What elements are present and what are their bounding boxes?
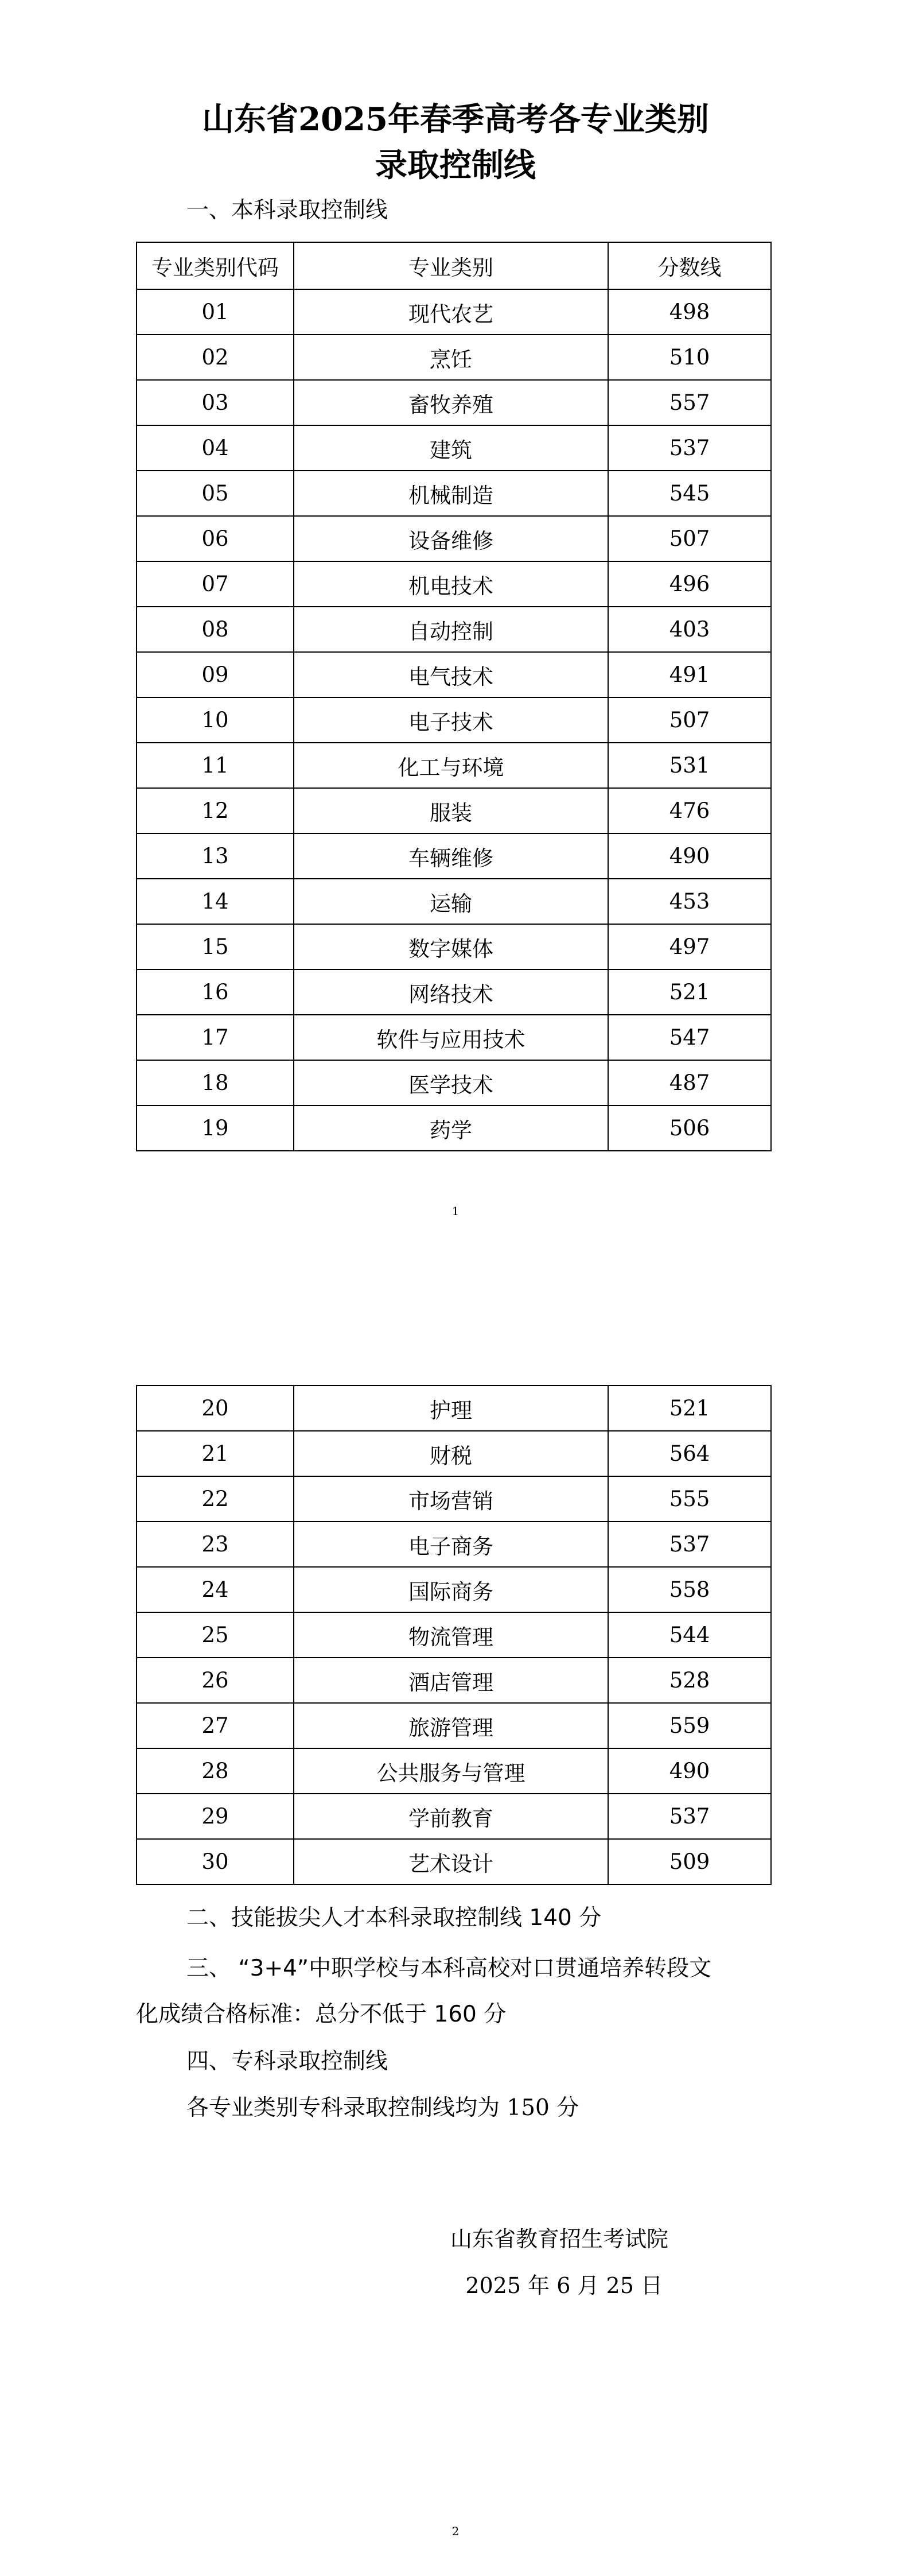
score-line: 496	[608, 561, 771, 607]
category-code: 06	[137, 516, 294, 561]
category-code: 26	[137, 1658, 294, 1703]
score-line: 558	[608, 1567, 771, 1612]
table-row	[137, 1748, 771, 1794]
score-line: 555	[608, 1476, 771, 1522]
table-row	[137, 879, 771, 924]
score-line: 528	[608, 1658, 771, 1703]
signature-organization: 山东省教育招生考试院	[450, 2226, 668, 2252]
section-3-line-2: 化成绩合格标准：总分不低于 160 分	[136, 2001, 507, 2027]
category-name: 艺术设计	[294, 1839, 608, 1884]
category-name: 国际商务	[294, 1567, 608, 1612]
score-line: 545	[608, 471, 771, 516]
table-row	[137, 924, 771, 969]
table-row	[137, 1476, 771, 1522]
category-name: 数字媒体	[294, 924, 608, 969]
section-4-heading: 四、专科录取控制线	[186, 2049, 388, 2074]
score-line: 490	[608, 833, 771, 879]
category-name: 畜牧养殖	[294, 380, 608, 425]
section-2-text: 二、技能拔尖人才本科录取控制线 140 分	[186, 1905, 602, 1931]
category-name: 药学	[294, 1105, 608, 1151]
category-code: 17	[137, 1015, 294, 1060]
table-row	[137, 607, 771, 652]
table-row	[137, 652, 771, 697]
score-line: 510	[608, 335, 771, 380]
category-code: 05	[137, 471, 294, 516]
category-name: 学前教育	[294, 1794, 608, 1839]
category-code: 16	[137, 969, 294, 1015]
signature-date: 2025 年 6 月 25 日	[465, 2273, 663, 2298]
category-code: 25	[137, 1612, 294, 1658]
section-1-heading: 一、本科录取控制线	[186, 197, 388, 223]
score-line: 506	[608, 1105, 771, 1151]
table-row	[137, 1060, 771, 1105]
header-category: 专业类别	[294, 242, 608, 289]
category-code: 23	[137, 1522, 294, 1567]
category-name: 酒店管理	[294, 1658, 608, 1703]
category-code: 15	[137, 924, 294, 969]
category-code: 04	[137, 425, 294, 471]
category-code: 10	[137, 697, 294, 743]
category-name: 护理	[294, 1386, 608, 1431]
category-code: 27	[137, 1703, 294, 1748]
category-code: 11	[137, 743, 294, 788]
category-name: 自动控制	[294, 607, 608, 652]
score-line: 403	[608, 607, 771, 652]
category-code: 13	[137, 833, 294, 879]
category-name: 服装	[294, 788, 608, 833]
table-row	[137, 561, 771, 607]
document-title-line-2: 录取控制线	[375, 146, 536, 184]
category-name: 机电技术	[294, 561, 608, 607]
score-line: 537	[608, 425, 771, 471]
table-row	[137, 788, 771, 833]
category-name: 设备维修	[294, 516, 608, 561]
category-name: 车辆维修	[294, 833, 608, 879]
category-name: 烹饪	[294, 335, 608, 380]
category-name: 财税	[294, 1431, 608, 1476]
score-line: 557	[608, 380, 771, 425]
score-line: 497	[608, 924, 771, 969]
table-row	[137, 1567, 771, 1612]
table-row	[137, 969, 771, 1015]
score-line: 521	[608, 969, 771, 1015]
score-line: 491	[608, 652, 771, 697]
category-code: 21	[137, 1431, 294, 1476]
category-name: 电气技术	[294, 652, 608, 697]
table-row	[137, 743, 771, 788]
table-row	[137, 471, 771, 516]
table-row	[137, 1703, 771, 1748]
category-name: 公共服务与管理	[294, 1748, 608, 1794]
category-name: 化工与环境	[294, 743, 608, 788]
score-line: 498	[608, 289, 771, 335]
table-row	[137, 380, 771, 425]
table-row	[137, 1612, 771, 1658]
category-name: 旅游管理	[294, 1703, 608, 1748]
category-code: 08	[137, 607, 294, 652]
table-row	[137, 425, 771, 471]
table-header-row	[137, 242, 771, 289]
score-line: 537	[608, 1794, 771, 1839]
category-name: 建筑	[294, 425, 608, 471]
score-line: 507	[608, 516, 771, 561]
table-row	[137, 1386, 771, 1431]
table-row	[137, 516, 771, 561]
table-row	[137, 1015, 771, 1060]
category-name: 机械制造	[294, 471, 608, 516]
score-line: 564	[608, 1431, 771, 1476]
category-name: 运输	[294, 879, 608, 924]
table-row	[137, 697, 771, 743]
table-row	[137, 1794, 771, 1839]
table-row	[137, 833, 771, 879]
score-line: 453	[608, 879, 771, 924]
category-code: 02	[137, 335, 294, 380]
table-row	[137, 1522, 771, 1567]
score-table-page-2	[136, 1385, 772, 1885]
score-line: 521	[608, 1386, 771, 1431]
score-line: 509	[608, 1839, 771, 1884]
header-score: 分数线	[608, 242, 771, 289]
category-code: 18	[137, 1060, 294, 1105]
category-code: 09	[137, 652, 294, 697]
category-code: 12	[137, 788, 294, 833]
category-name: 网络技术	[294, 969, 608, 1015]
score-line: 531	[608, 743, 771, 788]
score-line: 537	[608, 1522, 771, 1567]
category-name: 软件与应用技术	[294, 1015, 608, 1060]
category-code: 20	[137, 1386, 294, 1431]
table-row	[137, 335, 771, 380]
category-name: 电子技术	[294, 697, 608, 743]
category-code: 24	[137, 1567, 294, 1612]
score-line: 476	[608, 788, 771, 833]
document-title-line-1: 山东省2025年春季高考各专业类别	[202, 100, 709, 138]
category-code: 01	[137, 289, 294, 335]
category-name: 现代农艺	[294, 289, 608, 335]
score-line: 559	[608, 1703, 771, 1748]
table-row	[137, 1431, 771, 1476]
score-line: 544	[608, 1612, 771, 1658]
category-name: 市场营销	[294, 1476, 608, 1522]
category-code: 22	[137, 1476, 294, 1522]
category-code: 19	[137, 1105, 294, 1151]
score-line: 490	[608, 1748, 771, 1794]
table-row	[137, 289, 771, 335]
page-number-1: 1	[451, 1204, 460, 1218]
score-line: 507	[608, 697, 771, 743]
category-code: 07	[137, 561, 294, 607]
table-row	[137, 1658, 771, 1703]
score-line: 487	[608, 1060, 771, 1105]
category-code: 29	[137, 1794, 294, 1839]
category-name: 医学技术	[294, 1060, 608, 1105]
table-row	[137, 1105, 771, 1151]
score-table-page-1	[136, 242, 772, 1151]
category-name: 电子商务	[294, 1522, 608, 1567]
header-code: 专业类别代码	[137, 242, 294, 289]
category-code: 14	[137, 879, 294, 924]
section-3-line-1: 三、 “3+4”中职学校与本科高校对口贯通培养转段文	[186, 1956, 712, 1981]
table-row	[137, 1839, 771, 1884]
section-4-text: 各专业类别专科录取控制线均为 150 分	[186, 2095, 579, 2121]
category-name: 物流管理	[294, 1612, 608, 1658]
page-number-2: 2	[451, 2524, 460, 2538]
category-code: 30	[137, 1839, 294, 1884]
score-line: 547	[608, 1015, 771, 1060]
category-code: 03	[137, 380, 294, 425]
category-code: 28	[137, 1748, 294, 1794]
